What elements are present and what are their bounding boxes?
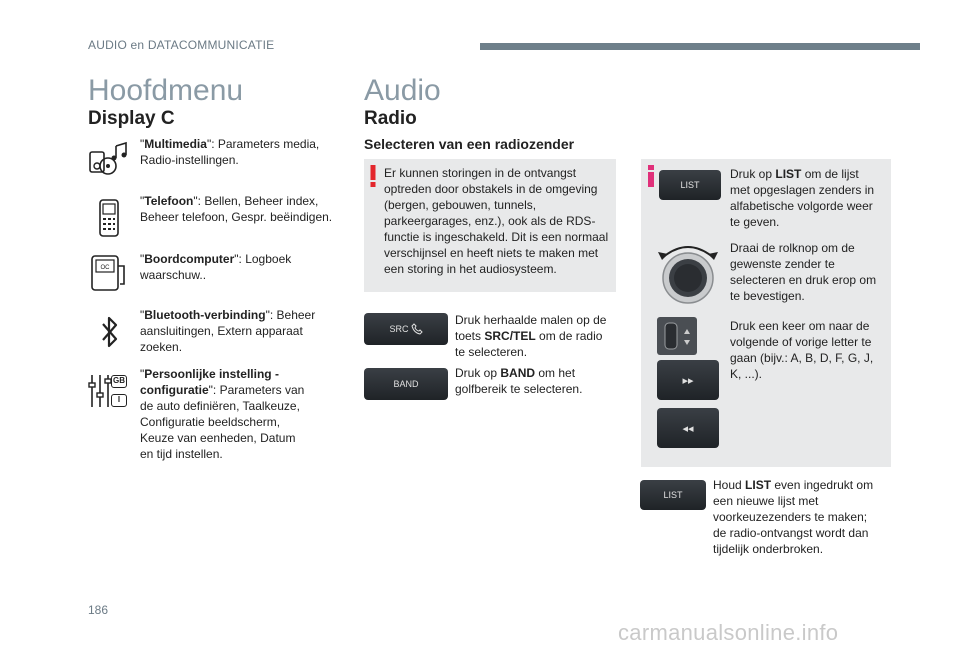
hold-list-button: LIST <box>640 480 706 510</box>
multimedia-item: "Multimedia": Parameters media, Radio-instellingen. <box>140 137 320 167</box>
next-button: ▸▸ <box>657 360 719 400</box>
language-gb-badge: GB <box>111 375 127 388</box>
info-icon <box>647 165 655 187</box>
src-label: SRC <box>389 324 409 334</box>
bluetooth-icon <box>100 315 120 349</box>
band-button: BAND <box>364 368 448 400</box>
band-instruction: Druk op BAND om het golfbereik te selecteren. <box>455 366 583 396</box>
svg-text:OC: OC <box>100 265 110 271</box>
hoofdmenu-heading: Hoofdmenu <box>88 74 244 107</box>
persoonlijke-item: "Persoonlijke instelling - configuratie": Parameters van de auto definiëren, Taalkeuze, Configuratie beeldscherm, Keuze van eenheden, Datum en tijd instellen. <box>140 367 305 461</box>
header-title: AUDIO en DATACOMMUNICATIE <box>88 38 275 52</box>
src-tel-button <box>364 313 448 345</box>
language-i-badge: I <box>111 394 127 407</box>
radio-heading: Radio <box>364 108 417 129</box>
list-instruction: Druk op LIST om de lijst met opgeslagen zenders in alfabetische volgorde weer te geven. <box>730 167 875 229</box>
src-instruction: Druk herhaalde malen op de toets SRC/TEL om de radio te selecteren. <box>455 313 607 359</box>
rotary-knob-icon <box>656 238 720 306</box>
audio-heading: Audio <box>364 74 441 107</box>
phone-handset-icon <box>411 323 423 335</box>
page-number: 186 <box>88 603 109 617</box>
phone-icon <box>98 198 120 238</box>
telefoon-item: "Telefoon": Bellen, Beheer index, Beheer telefoon, Gespr. beëindigen. <box>140 194 333 224</box>
warning-exclamation-icon <box>370 165 376 187</box>
steering-control-icon <box>657 317 697 355</box>
multimedia-icon <box>88 140 130 178</box>
skip-instruction: Druk een keer om naar de volgende of vorige letter te gaan (bijv.: A, B, D, F, G, J, K, ...). <box>730 319 874 381</box>
warning-text: Er kunnen storingen in de ontvangst optreden door obstakels in de omgeving (bergen, gebouwen, tunnels, parkeergarages, enz.), ook als de RDS-functie is ingeschakeld. Dit is een normaal verschijnsel en heeft niets te maken met een storing in het audiosysteem. <box>384 166 609 276</box>
knob-instruction: Draai de rolknop om de gewenste zender te selecteren en druk erop om te bevestigen. <box>730 241 877 303</box>
prev-button: ◂◂ <box>657 408 719 448</box>
boordcomputer-item: "Boordcomputer": Logboek waarschuw.. <box>140 252 292 282</box>
hold-list-instruction: Houd LIST even ingedrukt om een nieuwe lijst met voorkeuzezenders te maken; de radio-ontvangst wordt dan tijdelijk onderbroken. <box>713 478 874 556</box>
bluetooth-item: "Bluetooth-verbinding": Beheer aansluitingen, Extern apparaat zoeken. <box>140 308 316 354</box>
header-bar <box>480 43 920 50</box>
list-button: LIST <box>659 170 721 200</box>
watermark: carmanualsonline.info <box>618 620 839 645</box>
display-c-heading: Display C <box>88 108 175 129</box>
trip-computer-icon <box>90 252 128 292</box>
select-station-heading: Selecteren van een radiozender <box>364 136 575 152</box>
